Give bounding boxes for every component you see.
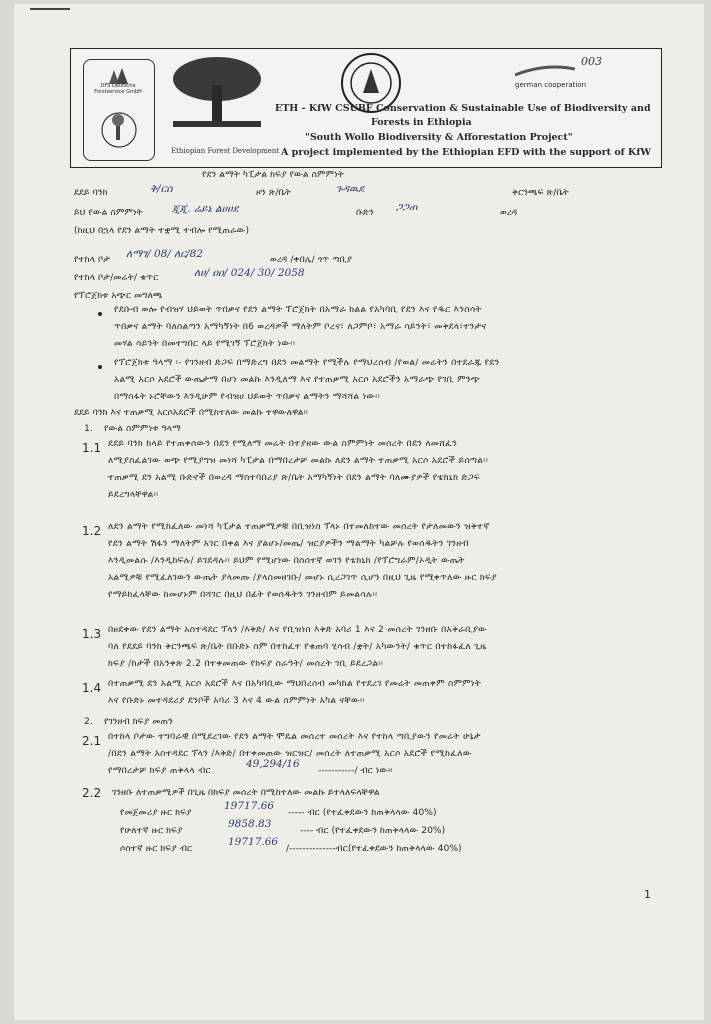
project-line-2: Forests in Ethiopia — [371, 117, 472, 128]
section-1-num: 1. — [84, 423, 93, 434]
payment-3-value: 19717.66 — [228, 836, 279, 848]
tree-logo-icon — [167, 55, 267, 135]
dfs-logo-text: DFS Deutsche Forstservice GmbH — [94, 83, 142, 95]
field-contract-label: ይህ የውል ስምምነት — [74, 207, 143, 218]
field-group-value: ጋጋጠ — [396, 201, 418, 213]
field-phone-value: ለማገ/ 08/ ለር/82 — [126, 248, 204, 260]
para-1-4: በተጠቃሚ ደን አልሚ አርሶ አደሮች እና በአካባቢው ማህበረሰብ መካከል የተደረገ የመሬት መጠቀም ስምምነት እና የቡድኑ መተዳደሪያ ደንቦች አባሪ 3 እና 4 ውል ስምምነት አካል ናቸው፡፡ — [108, 679, 482, 706]
project-line-4: A project implemented by the Ethiopian EFD with the support of KfW — [281, 147, 652, 158]
payment-2-value: 9858.83 — [228, 818, 272, 830]
field-phone-label: የተከላ ቦታ — [74, 254, 111, 265]
project-line-1: ETH - KfW CSUBF Conservation & Sustainable Use of Biodiversity and — [275, 103, 651, 114]
document-title: የደን ልማት ካፒታል ክፍያ የውል ስምምነት — [202, 169, 345, 180]
agreement-intro: ደደይ ባንክ እና ተጠቃሚ አርሶአደሮች በሚከተለው መልኩ ተዋውለዋል፡፡ — [74, 407, 308, 418]
para-2-2-title: ገንዘቡ ለተጠቃሚዎች በጊዜ በክፍያ መሰረት በሚከተለው መልኩ ይተላለፍላቸዋል — [112, 787, 380, 798]
payment-3-label: ሶስተኛ ዙር ክፍያ ብር — [120, 843, 193, 854]
payment-2-label: የሁለተኛ ዙር ክፍያ — [120, 825, 183, 836]
top-rule — [30, 8, 70, 10]
field-bank-value: ቅ/ርሰ — [150, 183, 173, 195]
section-2-num: 2. — [84, 716, 93, 727]
field-office-label: ቅርንጫፍ ጽ/ቤት — [512, 187, 569, 198]
para-1-1: ደደይ ባንክ ከላይ የተጠቀሰውን በደን የሚለማ መሬት በተያዘው ውል ስምምነት መሰረት በደን ለመሸፈን ለሚያስፈልገው ወጭ የሚያግዝ መነሻ ካፒታል በማበረታቻ መልኩ ለደን ልማት ተጠቃሚ አርሶ አደሮች ይሰጣል፡፡ ተጠቃሚ ደን አልሚ ቡድኖች በወረዳ ማስተባበሪያ ጽ/ቤት አማካኝነት በደን ልማት ባለሙያዎች የቴክኒክ ድጋፍ ይደረግላቸዋል፡፡ — [108, 439, 489, 500]
field-note: (ከዚህ በኋላ የደን ልማት ተቋሚ ተብሎ የሚጠራው) — [74, 225, 250, 236]
para-1-4-num: 1.4 — [82, 681, 102, 695]
para-1-1-num: 1.1 — [82, 441, 102, 455]
para-2-2-num: 2.2 — [82, 786, 102, 800]
para-1-3-num: 1.3 — [82, 627, 102, 641]
dfs-logo — [83, 59, 155, 161]
para-1-2: ለደን ልማት የሚከፈለው መነሻ ካፒታል ተጠቃሚዎቹ በቢዝነስ ፕላኑ በተመለከተው መሰረት የታለመውን ዝቅተኛ የደን ልማት ሽፋን ማለትም አገር በቀል እና ያልሆኑ/መጤ/ ዝርያዎችን ማልማት ካልቻሉ የወሰዱትን ገንዘብ እንዲመልሱ /እንዲከፍሉ/ ይገደዳሉ፡፡ ይህም የሚሆነው በሰሰተኛ ወገን የቴክኒክ /የፕሮግራም/ኦዲት ውጤት አልሚዎቹ የሚፈለገውን ውጤት ያላመጡ /ያላስመዘገቡ/ መሆኑ ሲረጋገጥ ሲሆን በዚህ ጊዜ የሚቀጥለው ዙር ክፍያ የማይከፈላቸው ከመሆኑም በሻገር በዚህ በፊት የወሰዱትን ገንዘብም ይመልሳሉ፡፡ — [108, 522, 497, 600]
field-branch-value: ጉዳዉደ — [336, 183, 364, 195]
para-1-3: በፀደቀው የደን ልማት አስተዳደር ፕላን /እቅድ/ እና የቢዝነስ እቅድ አባሪ 1 እና 2 መሰረት ገንዘቡ በአቅራቢያው ባለ የደደይ ባንክ ቅርንጫፍ ጽ/ቤት በቡድኑ ስም በተከፈተ የቁጠባ ሂሳብ /ቋት/ አካውንት/ ቁጥር በተከፋፈለ ጊዜ ክፍያ /ከታች በአንቀጽ 2.2 በተቀመጠው የክፍያ ስራዓት/ መሰረት ገቢ ይደረጋል፡፡ — [108, 625, 488, 669]
bullet-1: የደቡብ ወሎ የብዝሃ ህይወት ጥበቃና የደን ልማት ፕሮጀክት በአማራ ክልል የአካባቢ የደን እና የዱር እንስሳት ጥበቃና ልማት ባለስልጣን አማካኝነት በ6 ወረዳዎች ማለትም ቦረና፣ ለጋምቦ፣ አማራ ሳይንት፣ መቅደላ፣ተንታና መሃል ሳይንት በመተግበር ላይ የሚገኝ ፕሮጀክት ነው፡፡ — [114, 305, 487, 349]
field-contract-value: ጂጂ. ሬይኔ ልሀሀደ — [172, 203, 239, 215]
payment-1-value: 19717.66 — [224, 800, 275, 812]
para-1-2-num: 1.2 — [82, 524, 102, 538]
section-1-title: የውል ስምምነቱ ዓላማ — [104, 423, 181, 434]
field-bank-label: ደደይ ባንክ — [74, 187, 108, 198]
payment-3-note: /--------------ብር(የተፈቀደውን ከጠቅላላው 40%) — [286, 843, 462, 854]
project-line-3: "South Wollo Biodiversity & Afforestation Project" — [305, 132, 573, 143]
para-2-1-tail: -----------/ ብር ነው፡፡ — [318, 765, 393, 776]
para-2-1: በተከላ ቦታው ተግባራዊ በሚደረገው የደን ልማት ሞዴል መሰረተ መሰረት እና የተከላ ጣቢያውን የመሬት ሁኔታ /በደን ልማት አስተዳደር ፕላን /እቅድ/ በተቀመጠው ዝርዝር/ መሰረት ለተጠቃሚ አርሶ አደሮች የሚከፈለው የማበረታቻ ክፍያ ጠቅላላ ብር — [108, 732, 481, 776]
efd-caption: Ethiopian Forest Development — [171, 147, 280, 155]
giz-swoosh-icon — [515, 63, 575, 79]
para-2-1-amount: 49,294/16 — [246, 758, 300, 770]
payment-1-note: ----- ብር (የተፈቀደውን ከጠቅላላው 40%) — [288, 807, 437, 818]
field-group-label: ቡድን — [356, 207, 374, 218]
field-purpose-label: የፕሮጀክቱ አጭር መግለጫ — [74, 290, 163, 301]
giz-text: german cooperation — [515, 81, 587, 89]
field-woreda2-label: ወረዳ /ቀበሌ/ ጎጥ ጣቢያ — [270, 254, 353, 265]
bullet-dot — [98, 365, 102, 369]
bullet-2: የፕሮጀክቱ ዓላማ ፡- የገንዘብ ድጋፍ በማድረግ በደን መልማት የሚችሉ የማህረሰብ /የወል/ መሬትን በተደራጁ የደን አልሚ አርሶ አደሮች ውጤታማ በሆነ መልኩ እንዲለማ እና የተጠቃሚ አርሶ አደሮችን አማራጭ የገቢ ምንጭ በማስፋት ኑሮቸውን እንዲሁም የብዝሀ ህይወት ጥበቃና ልማትን ማሻሻል ነው፡፡ — [114, 358, 500, 402]
field-plot-label: የተከላ ቦታ/መሬት/ ቁጥር — [74, 272, 159, 283]
field-woreda-label: ወረዳ — [500, 207, 518, 218]
dfs-emblem-icon — [84, 60, 154, 160]
page-number: 1 — [644, 888, 651, 901]
bullet-dot — [98, 312, 102, 316]
payment-1-label: የመጀመሪያ ዙር ክፍያ — [120, 807, 192, 818]
serial-number: 003 — [581, 55, 602, 68]
giz-logo — [515, 63, 586, 89]
para-2-1-num: 2.1 — [82, 734, 102, 748]
payment-2-note: ---- ብር (የተፈቀደውን ከጠቅላላው 20%) — [300, 825, 446, 836]
letterhead — [70, 48, 662, 168]
field-plot-value: ለሀ/ ዐዐ/ 024/ 30/ 2058 — [194, 267, 305, 279]
section-2-title: የገንዘብ ክፍያ መጠን — [104, 716, 173, 727]
field-branch-label: ዞን ጽ/ቤት — [256, 187, 292, 198]
